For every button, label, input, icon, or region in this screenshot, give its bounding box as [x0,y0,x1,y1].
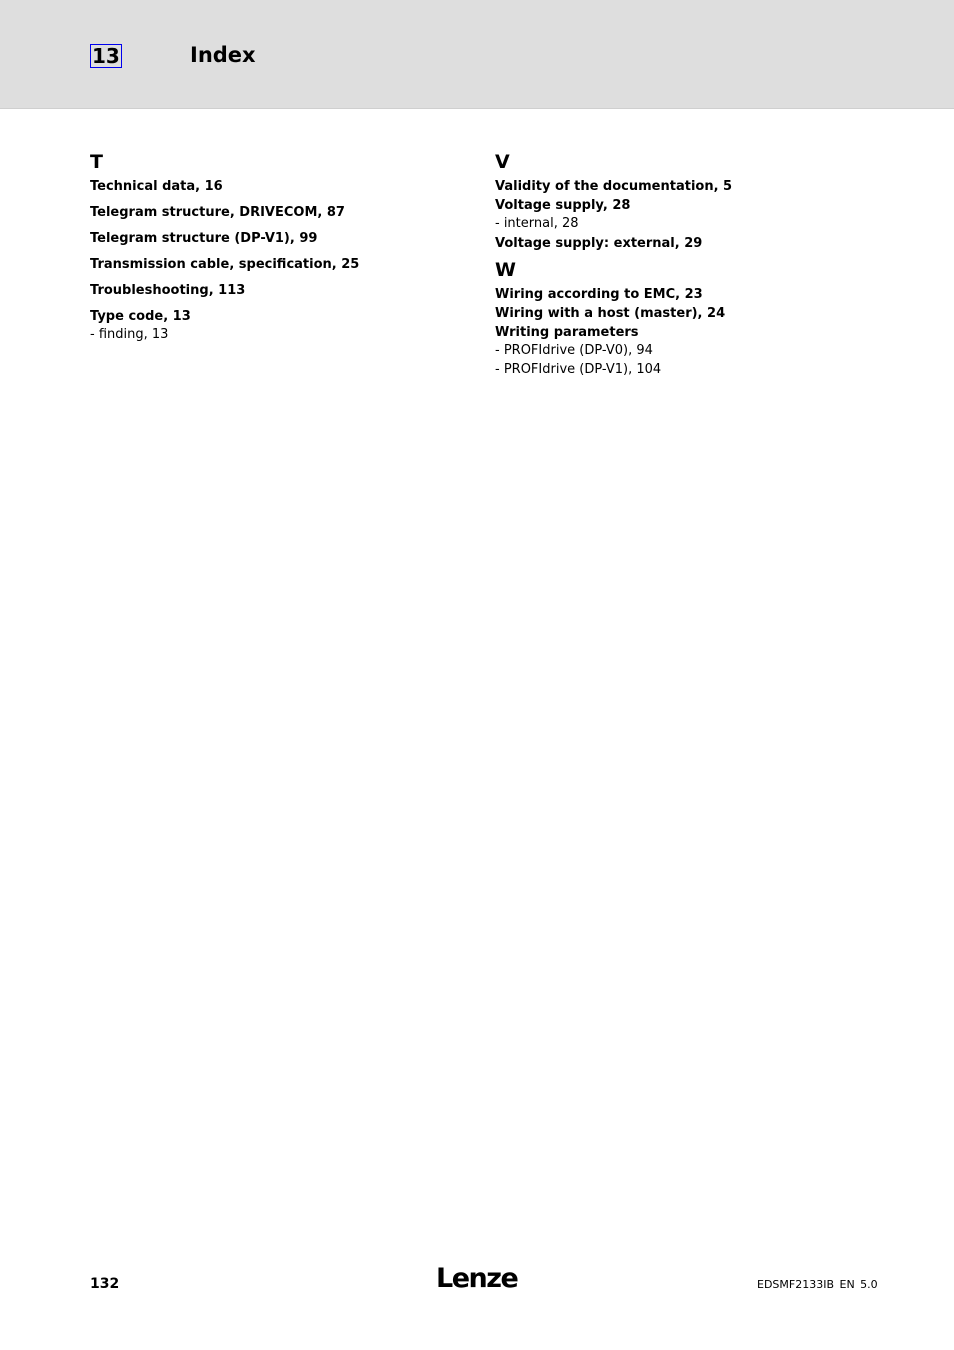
index-entry-main[interactable]: Telegram structure (DP-V1), 99 [90,231,318,246]
index-subentry[interactable]: - PROFIdrive (DP-V1), 104 [495,362,662,377]
chapter-number-link[interactable]: 13 [92,44,120,68]
index-entry [90,282,470,299]
index-subentry[interactable]: - internal, 28 [495,216,579,231]
index-letter-heading: W [495,259,516,281]
index-letter-heading: T [90,151,103,173]
index-entry-main[interactable]: Technical data, 16 [90,179,223,194]
index-entry [90,230,470,247]
index-column-right [495,150,875,385]
index-entry [90,204,470,221]
document-id: EDSMF2133IB EN 5.0 [757,1278,878,1291]
index-entry [90,308,470,344]
index-column-left [90,150,470,353]
index-entry [495,286,875,303]
index-entry-main[interactable]: Troubleshooting, 113 [90,283,246,298]
index-entry-main[interactable]: Transmission cable, specification, 25 [90,257,360,272]
index-entry-main[interactable]: Voltage supply, 28 [495,198,631,213]
index-entry [90,178,470,195]
chapter-title: Index [190,43,256,67]
page-number: 132 [90,1276,120,1292]
page-header [0,0,954,109]
index-entry [90,256,470,273]
index-section-t [90,150,470,344]
index-entry-main[interactable]: Wiring with a host (master), 24 [495,306,726,321]
index-entry-main[interactable]: Voltage supply: external, 29 [495,236,703,251]
index-entry [495,235,875,252]
index-subentry[interactable]: - finding, 13 [90,327,169,342]
index-section-w [495,258,875,379]
index-section-v [495,150,875,252]
index-entry [495,197,875,233]
index-entry-main[interactable]: Type code, 13 [90,309,191,324]
index-entry-main[interactable]: Wiring according to EMC, 23 [495,287,703,302]
index-entry-main[interactable]: Writing parameters [495,325,639,340]
index-entry [495,178,875,195]
lenze-logo: Lenze [436,1263,518,1294]
index-entry-main[interactable]: Telegram structure, DRIVECOM, 87 [90,205,345,220]
index-letter-heading: V [495,151,510,173]
index-subentry[interactable]: - PROFIdrive (DP-V0), 94 [495,343,653,358]
index-entry [495,324,875,379]
index-entry-main[interactable]: Validity of the documentation, 5 [495,179,733,194]
index-entry [495,305,875,322]
